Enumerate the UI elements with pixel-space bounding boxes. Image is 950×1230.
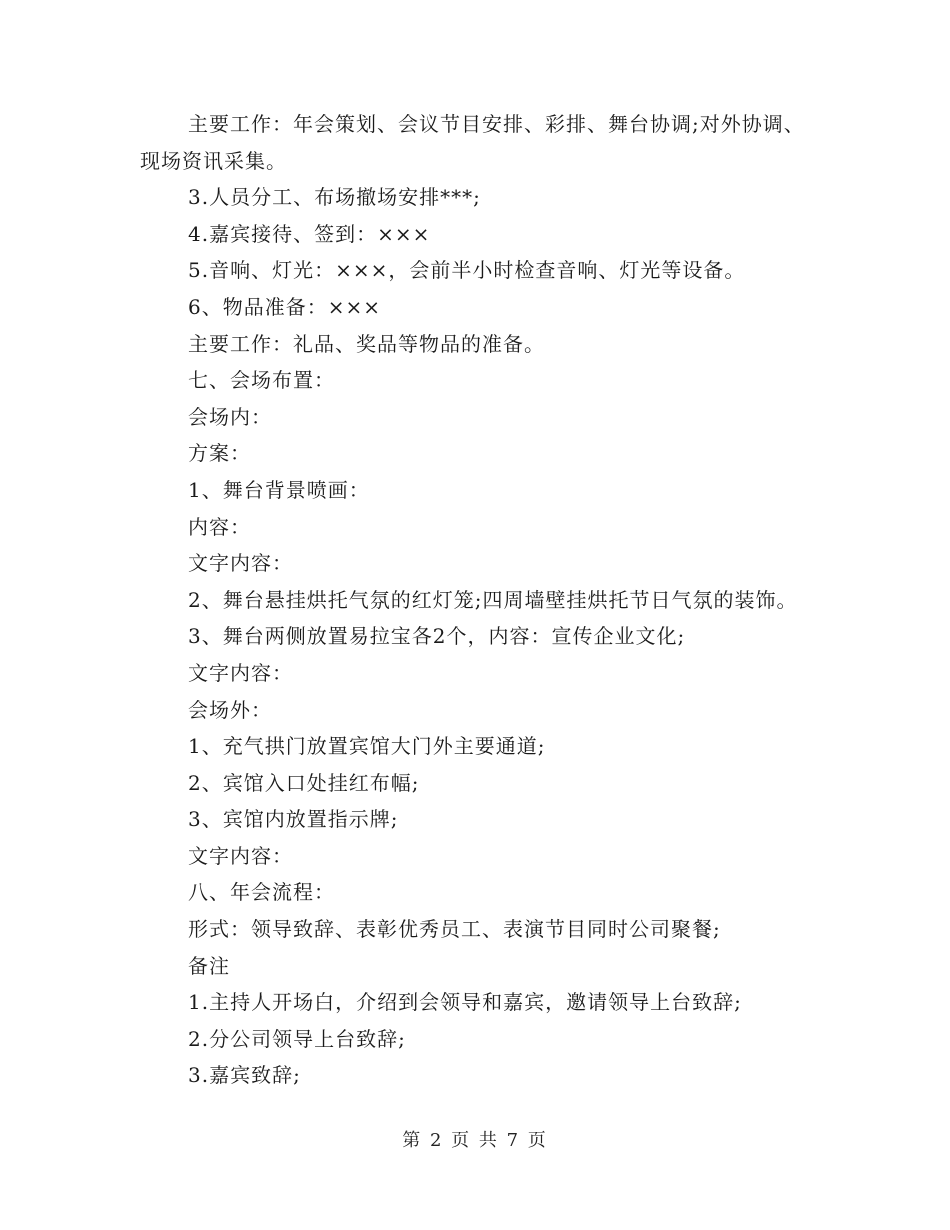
text-line: 3.嘉宾致辞; [188, 1063, 301, 1088]
text-line: 形式：领导致辞、表彰优秀员工、表演节目同时公司聚餐; [188, 917, 721, 942]
page-number-footer: 第 2 页 共 7 页 [402, 1130, 548, 1151]
text-line: 方案： [188, 441, 251, 466]
text-line: 1、充气拱门放置宾馆大门外主要通道; [188, 734, 546, 759]
text-line: 4.嘉宾接待、签到：××× [188, 221, 431, 246]
text-line: 会场外： [188, 697, 272, 722]
text-line: 主要工作：礼品、奖品等物品的准备。 [188, 331, 545, 356]
text-line: 2.分公司领导上台致辞; [188, 1026, 406, 1051]
text-line: 文字内容： [188, 660, 293, 685]
text-line: 主要工作：年会策划、会议节目安排、彩排、舞台协调;对外协调、 [188, 112, 805, 136]
text-line: 2、宾馆入口处挂红布幅; [188, 770, 420, 795]
text-line: 1、舞台背景喷画： [188, 477, 370, 502]
text-line: 备注 [188, 953, 230, 978]
text-line: 七、会场布置： [188, 368, 335, 393]
text-line: 2、舞台悬挂烘托气氛的红灯笼;四周墙壁挂烘托节日气氛的装饰。 [188, 587, 798, 612]
text-line: 6、物品准备：××× [188, 294, 381, 319]
text-line: 文字内容： [188, 551, 293, 576]
text-line: 内容： [188, 514, 251, 539]
text-line: 3.人员分工、布场撤场安排***; [188, 185, 481, 210]
text-line: 文字内容： [188, 843, 293, 868]
text-line: 八、年会流程： [188, 880, 335, 905]
text-line: 5.音响、灯光：×××，会前半小时检查音响、灯光等设备。 [188, 258, 746, 283]
text-line: 1.主持人开场白，介绍到会领导和嘉宾，邀请领导上台致辞; [188, 990, 742, 1015]
text-line: 会场内： [188, 404, 272, 429]
text-line: 3、宾馆内放置指示牌; [188, 807, 399, 832]
text-line: 3、舞台两侧放置易拉宝各2个，内容：宣传企业文化; [188, 624, 686, 649]
text-line: 现场资讯采集。 [140, 148, 287, 173]
document-body [140, 106, 830, 1094]
